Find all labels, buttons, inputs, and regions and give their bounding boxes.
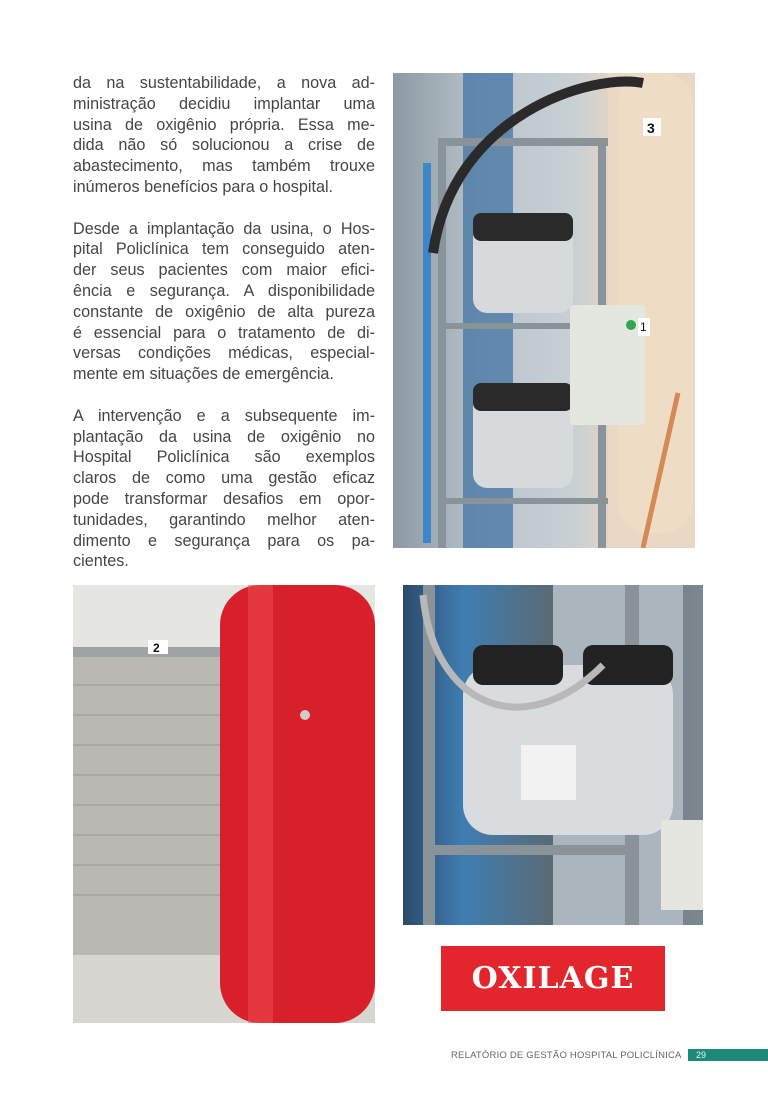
text-line: da na sustentabilidade, a nova ad-	[73, 74, 375, 92]
text-line: é essencial para o tratamento de di-	[73, 323, 375, 342]
text-line: der seus pacientes com maior efici-	[73, 261, 375, 280]
photo-illustration	[403, 585, 703, 925]
text-line: cientes.	[73, 552, 129, 571]
photo-illustration	[393, 73, 695, 548]
paragraph-3	[73, 406, 375, 572]
text-line: pital Policlínica tem conseguido aten-	[73, 240, 375, 259]
text-line: usina de oxigênio própria. Essa me-	[73, 115, 375, 134]
text-line: claros de como uma gestão eficaz	[73, 469, 375, 488]
body-text	[73, 73, 375, 593]
text-line: tunidades, garantindo melhor aten-	[73, 510, 375, 529]
label-3: 3	[647, 120, 655, 136]
footer-title: RELATÓRIO DE GESTÃO HOSPITAL POLICLÍNICA	[451, 1050, 682, 1061]
photo-oxygen-plant-rack	[393, 73, 695, 548]
text-line: dimento e segurança para os pa-	[73, 531, 375, 550]
text-line: A intervenção e a subsequente im-	[73, 406, 375, 425]
text-line: Hospital Policlínica são exemplos	[73, 448, 375, 467]
text-line: abastecimento, mas também trouxe	[73, 157, 375, 176]
label-1: 1	[640, 320, 647, 334]
photo-illustration	[73, 585, 375, 1023]
text-line: dida não só solucionou a crise de	[73, 136, 375, 155]
photo-red-oxygen-tank	[73, 585, 375, 1023]
photo-compressor-closeup	[403, 585, 703, 925]
paragraph-1	[73, 73, 375, 198]
text-line: mente em situações de emergência.	[73, 365, 334, 384]
paragraph-2	[73, 219, 375, 385]
logo-text: OXILAGE	[471, 961, 635, 996]
text-line: ministração decidiu implantar uma	[73, 94, 375, 113]
text-line: Desde a implantação da usina, o Hos-	[73, 219, 375, 238]
text-line: pode transformar desafios em opor-	[73, 489, 375, 508]
label-2: 2	[153, 641, 160, 655]
text-line: constante de oxigênio de alta pureza	[73, 302, 375, 321]
text-line: inúmeros benefícios para o hospital.	[73, 177, 334, 196]
text-line: ência e segurança. A disponibilidade	[73, 281, 375, 300]
page-number: 29	[688, 1049, 768, 1061]
text-line: plantação da usina de oxigênio no	[73, 427, 375, 446]
text-line: versas condições médicas, especial-	[73, 344, 375, 363]
oxilage-logo	[441, 946, 665, 1011]
